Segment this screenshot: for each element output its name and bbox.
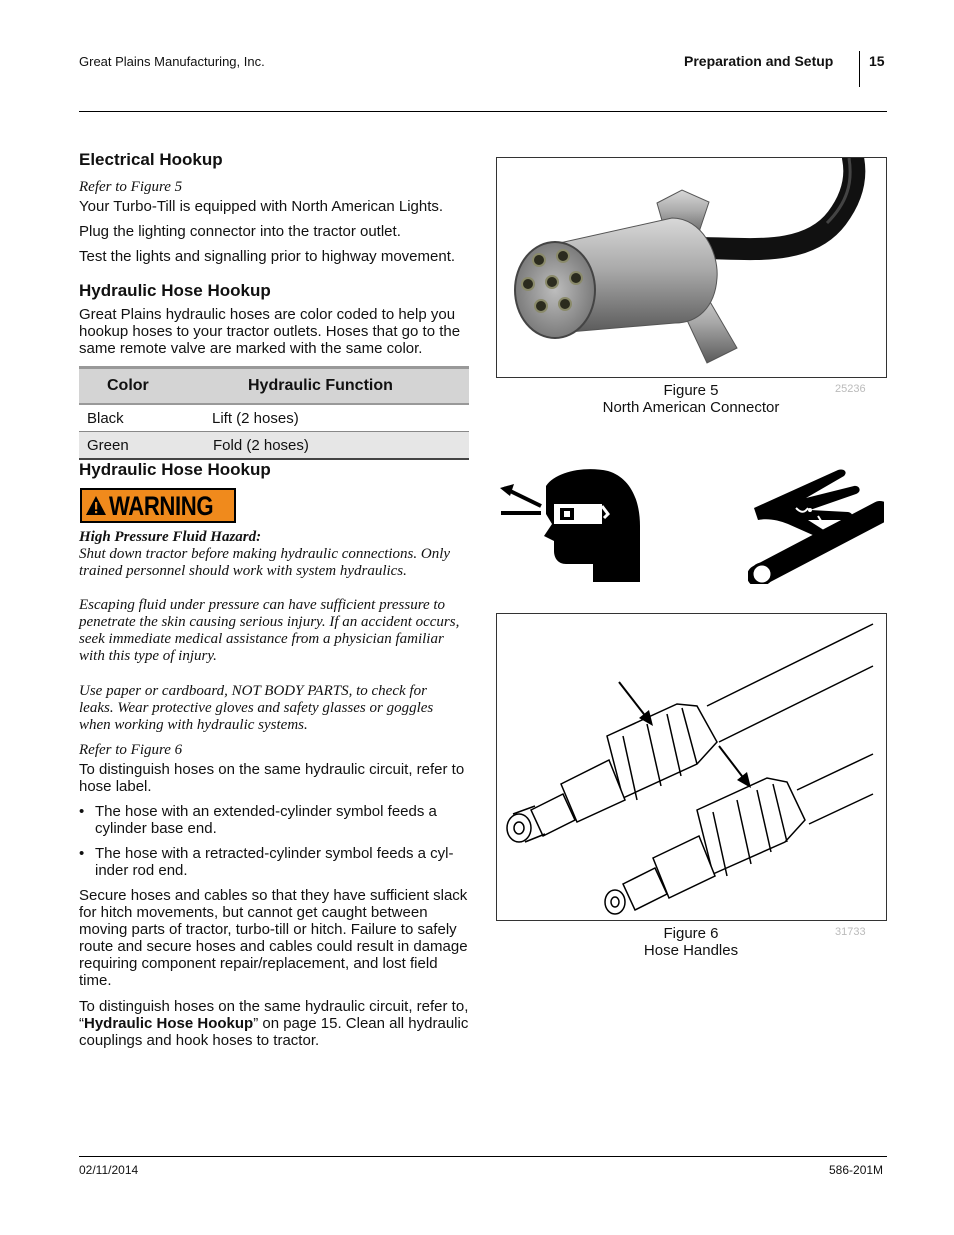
list-item: • The hose with a retracted-cylinder symbol feeds a cyl-inder rod end. xyxy=(79,845,471,879)
electrical-heading: Electrical Hookup xyxy=(79,150,223,169)
hose-bullet-list xyxy=(79,803,471,879)
figure-5-title: North American Connector xyxy=(602,399,780,416)
header-company: Great Plains Manufacturing, Inc. xyxy=(79,54,265,69)
footer-date: 02/11/2014 xyxy=(79,1163,139,1177)
electrical-ref: Refer to Figure 5 xyxy=(79,179,183,195)
hydraulic-p3 xyxy=(79,998,471,1049)
hazard-paragraph-3: Use paper or cardboard, NOT BODY PARTS, to check for leaks. Wear protective gloves and safety glasses or goggles when working with hydraulic systems. xyxy=(79,683,434,733)
table-cell-function: Fold (2 hoses) xyxy=(212,432,469,460)
hydraulic-hookup-link[interactable]: Hydraulic Hose Hookup xyxy=(84,1015,254,1032)
table-row xyxy=(79,432,469,460)
header-divider xyxy=(859,51,860,87)
header-section: Preparation and Setup xyxy=(684,53,834,69)
hydraulic-color-table xyxy=(79,366,469,460)
header-rule xyxy=(79,111,887,112)
connector-image xyxy=(497,158,886,377)
figure-5-id: 25236 xyxy=(835,383,866,395)
electrical-line-1: Your Turbo-Till is equipped with North American Lights. xyxy=(79,198,444,215)
warning-text: WARNING xyxy=(109,490,214,521)
hydraulic-table-wrap xyxy=(79,366,469,460)
figure-6-label: Figure 6 xyxy=(663,925,719,942)
hydraulic-ref: Refer to Figure 6 xyxy=(79,742,183,758)
table-cell-function: Lift (2 hoses) xyxy=(212,404,469,432)
figure-6-title: Hose Handles xyxy=(643,942,739,959)
table-row xyxy=(79,404,469,432)
table-header-color: Color xyxy=(79,368,212,405)
hazard-title: High Pressure Fluid Hazard: xyxy=(79,529,262,545)
hose-handles-image xyxy=(497,614,886,920)
table-cell-color: Green xyxy=(79,432,212,460)
hand-injection-hazard-icon xyxy=(748,468,884,584)
table-header-function: Hydraulic Function xyxy=(212,368,469,405)
footer-rule xyxy=(79,1156,887,1157)
electrical-line-3: Test the lights and signalling prior to highway movement. xyxy=(79,248,456,265)
hydraulic-p1: To distinguish hoses on the same hydraulic circuit, refer to hose label. xyxy=(79,761,465,795)
table-cell-color: Black xyxy=(79,404,212,432)
list-item: • The hose with an extended-cylinder symbol feeds a cylinder base end. xyxy=(79,803,471,837)
hydraulic-p2: Secure hoses and cables so that they have sufficient slack for hitch movements, but cannot get caught between moving parts of tractor, turbo-till or hitch. Failure to safely route and secure hoses and cables could result in damage requiring component repair/replacement, and lost field time. xyxy=(79,887,468,989)
warning-triangle-icon xyxy=(85,495,107,517)
hydraulic-heading-2: Hydraulic Hose Hookup xyxy=(79,460,271,479)
warning-label xyxy=(80,488,236,523)
electrical-line-2: Plug the lighting connector into the tractor outlet. xyxy=(79,223,401,240)
p3-text-post: ” on page 15. Clean all hydraulic couplings and hook hoses to tractor. xyxy=(79,1015,469,1049)
figure-5-label: Figure 5 xyxy=(663,382,719,399)
figure-6-box xyxy=(496,613,887,921)
figure-6-id: 31733 xyxy=(835,926,866,938)
p3-text-pre: To distinguish hoses on the same hydraulic circuit, refer to, “ xyxy=(79,998,469,1032)
figure-5-box xyxy=(496,157,887,378)
hazard-paragraph-2: Escaping fluid under pressure can have sufficient pressure to penetrate the skin causing serious injury. If an accident occurs, seek immediate medical assistance from a physician familiar with this type of injury. xyxy=(79,597,460,664)
footer-doc-number: 586-201M xyxy=(829,1163,884,1177)
hydraulic-heading-1: Hydraulic Hose Hookup xyxy=(79,281,271,300)
hydraulic-intro: Great Plains hydraulic hoses are color coded to help you hookup hoses to your tractor outlets. Hoses that go to the same remote valve are marked with the same color. xyxy=(79,306,461,357)
goggles-safety-icon xyxy=(496,466,641,584)
hazard-paragraph-1: Shut down tractor before making hydraulic connections. Only trained personnel should work with system hydraulics. xyxy=(79,546,451,579)
page-number: 15 xyxy=(869,53,885,69)
